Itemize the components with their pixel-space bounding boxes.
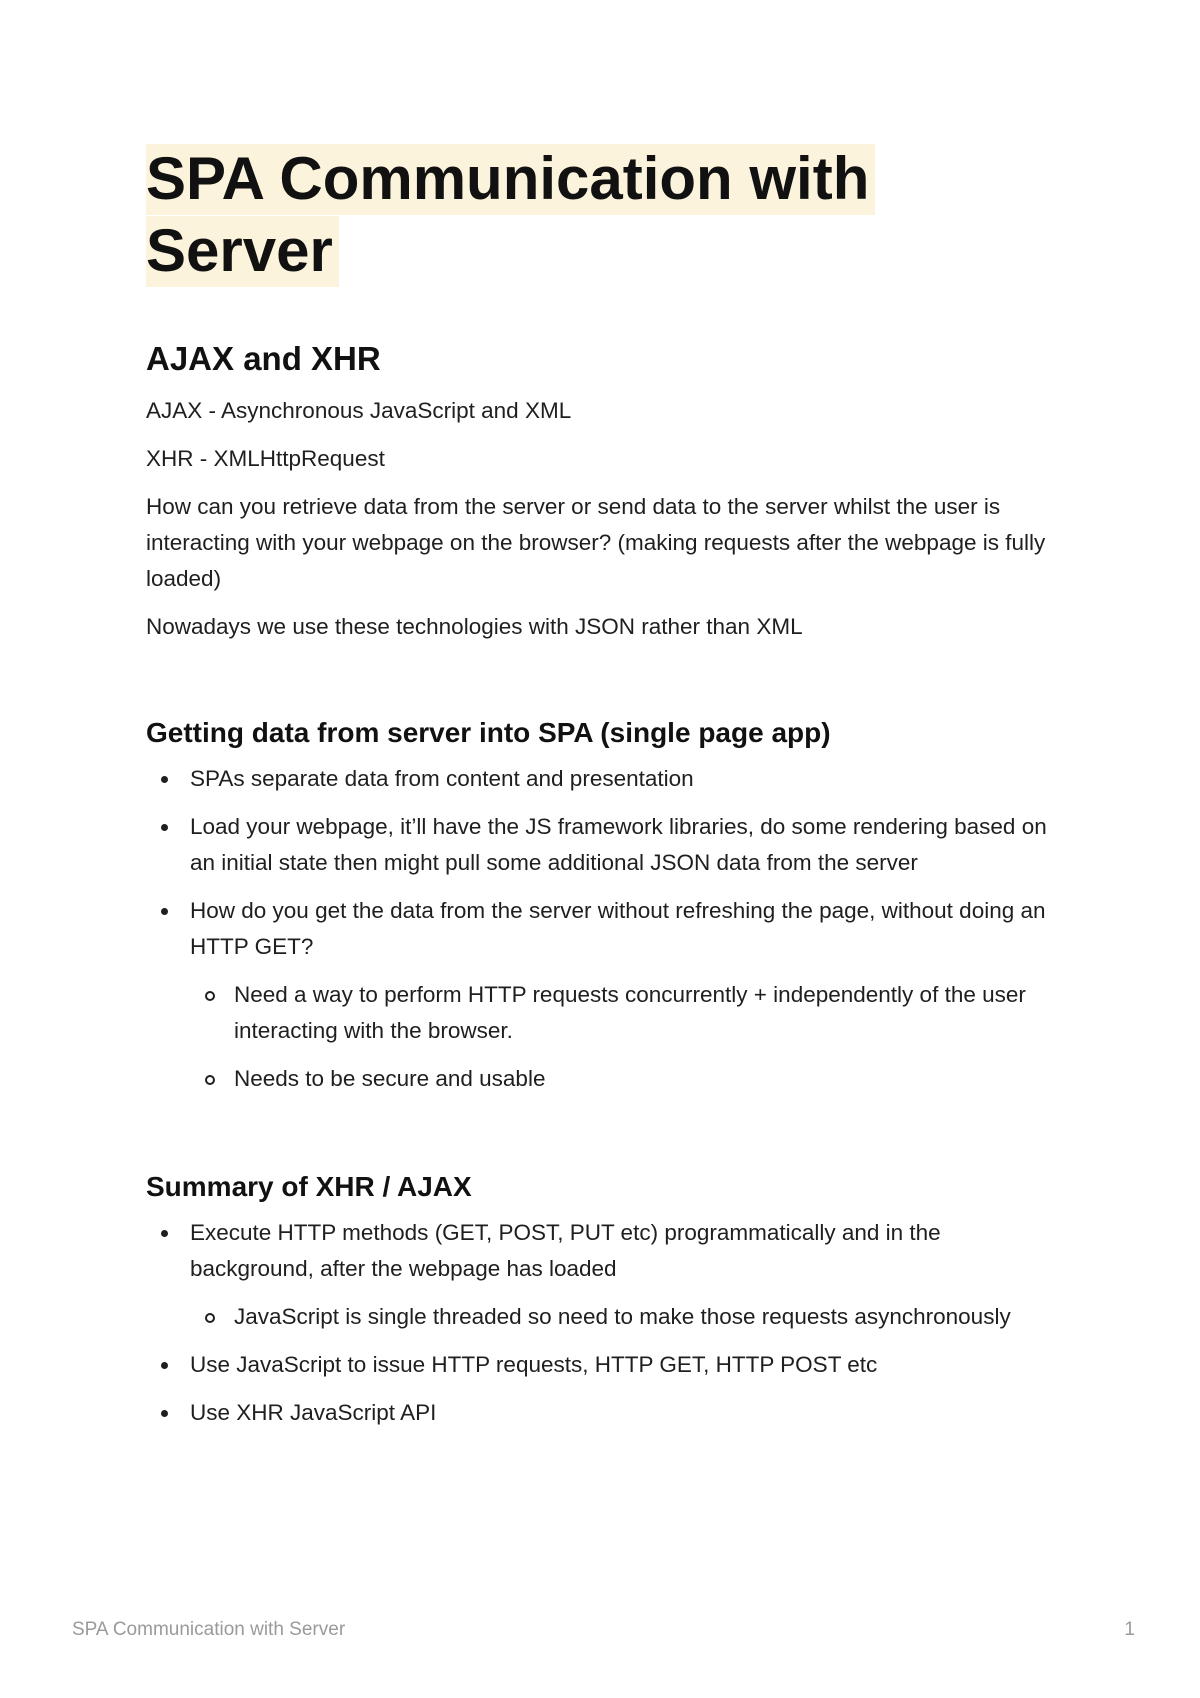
sub-list-item <box>190 977 1056 1049</box>
list-item-text: How do you get the data from the server without refreshing the page, without doing an HTTP GET? <box>190 898 1046 959</box>
sub-list-item <box>190 1061 1056 1097</box>
bullet-ring-icon <box>205 1075 215 1085</box>
bullet-dot-icon <box>161 1230 168 1237</box>
section-heading-getting-data: Getting data from server into SPA (single page app) <box>146 717 831 748</box>
list-item <box>146 893 1056 1097</box>
paragraph-question: How can you retrieve data from the server or send data to the server whilst the user is interacting with your webpage on the browser? (making requests after the webpage is fully loaded) <box>146 494 1046 591</box>
sub-list-item-text: Need a way to perform HTTP requests concurrently + independently of the user interacting with the browser. <box>234 982 1026 1043</box>
list-item <box>146 761 1056 797</box>
footer-title: SPA Communication with Server <box>72 1619 346 1640</box>
list-item-text: Use JavaScript to issue HTTP requests, HTTP GET, HTTP POST etc <box>190 1352 878 1377</box>
sub-list-item <box>190 1299 1056 1335</box>
section-heading-summary: Summary of XHR / AJAX <box>146 1171 472 1202</box>
sub-list-item-text: JavaScript is single threaded so need to make those requests asynchronously <box>234 1304 1011 1329</box>
list-item-text: Use XHR JavaScript API <box>190 1400 437 1425</box>
bullet-dot-icon <box>161 1362 168 1369</box>
sub-list-item-text: Needs to be secure and usable <box>234 1066 546 1091</box>
bullet-ring-icon <box>205 991 215 1001</box>
list-item-text: SPAs separate data from content and presentation <box>190 766 694 791</box>
bullet-dot-icon <box>161 824 168 831</box>
list-item <box>146 1215 1056 1335</box>
list-item-text: Execute HTTP methods (GET, POST, PUT etc) programmatically and in the background, after the webpage has loaded <box>190 1220 941 1281</box>
list-item <box>146 809 1056 881</box>
list-item <box>146 1395 1056 1431</box>
list-item-text: Load your webpage, it’ll have the JS framework libraries, do some rendering based on an initial state then might pull some additional JSON data from the server <box>190 814 1047 875</box>
page-content <box>146 143 1056 1443</box>
bullet-dot-icon <box>161 776 168 783</box>
list-item <box>146 1347 1056 1383</box>
bullet-list-summary <box>146 1215 1056 1431</box>
bullet-list-getting-data <box>146 761 1056 1097</box>
paragraph-xhr-definition: XHR - XMLHttpRequest <box>146 446 385 471</box>
bullet-ring-icon <box>205 1313 215 1323</box>
bullet-dot-icon <box>161 908 168 915</box>
page-title-line-2: Server <box>146 216 339 287</box>
page-title-line-1: SPA Communication with <box>146 144 875 215</box>
bullet-dot-icon <box>161 1410 168 1417</box>
page-title <box>146 143 1056 287</box>
section-heading-ajax-xhr: AJAX and XHR <box>146 340 381 377</box>
page-number: 1 <box>1124 1619 1135 1640</box>
sub-bullet-list <box>190 1299 1056 1335</box>
paragraph-json-note: Nowadays we use these technologies with JSON rather than XML <box>146 614 803 639</box>
sub-bullet-list <box>190 977 1056 1097</box>
paragraph-ajax-definition: AJAX - Asynchronous JavaScript and XML <box>146 398 572 423</box>
